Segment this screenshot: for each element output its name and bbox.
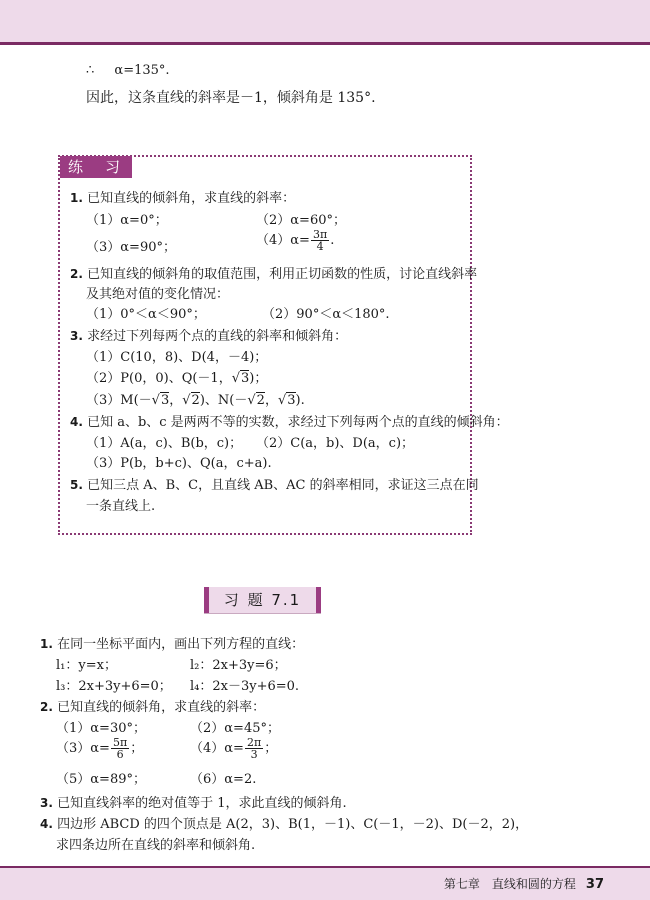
header-rule (0, 42, 650, 45)
practice-q4-c: （3）P(b，b+c)、Q(a，c+a). (86, 456, 272, 471)
exercise-q1-l4: l₄：2x－3y+6=0. (190, 679, 300, 694)
practice-q2-a: （1）0°＜α＜90°； (86, 307, 206, 322)
practice-q2-b: （2）90°＜α＜180°. (262, 307, 390, 322)
intro-line-1 (86, 63, 170, 78)
exercise-q2-d: （4）α= $\frac{2\pi}{3}$ ； (190, 736, 278, 761)
practice-q1-a: （1）α=0°； (86, 213, 168, 228)
exercise-q1: 1. 在同一坐标平面内，画出下列方程的直线： (40, 637, 305, 652)
exercise-q2-f: （6）α=2. (190, 772, 257, 787)
practice-q3-a: （1）C(10，8)、D(4，－4)； (86, 350, 268, 365)
practice-q1-d: （4）α= $\frac{3\pi}{4}$ . (256, 228, 335, 253)
intro-equation: α=135°. (114, 63, 170, 78)
exercise-title: 习 题 7.1 (204, 587, 321, 614)
practice-q1: 1. 已知直线的倾斜角，求直线的斜率： (70, 191, 296, 206)
exercise-q4: 4. 四边形 ABCD 的四个顶点是 A(2，3)、B(1，－1)、C(－1，－2)、D(－2，2)， (40, 817, 529, 832)
practice-q3-c: （3）M(－√3，√2)、N(－√2，√3). (86, 393, 305, 408)
practice-q3-b: （2）P(0，0)、Q(－1，√3)； (86, 371, 268, 386)
practice-q1-c: （3）α=90°； (86, 240, 176, 255)
fraction: $\frac{2\pi}{3}$ (246, 736, 262, 761)
practice-q4: 4. 已知 a、b、c 是两两不等的实数，求经过下列每两个点的直线的倾斜角： (70, 415, 509, 430)
practice-q5-line2: 一条直线上. (86, 499, 156, 514)
exercise-q2: 2. 已知直线的倾斜角，求直线的斜率： (40, 700, 266, 715)
practice-q2-line2: 及其绝对值的变化情况： (86, 287, 230, 302)
practice-q3: 3. 求经过下列每两个点的直线的斜率和倾斜角： (70, 329, 348, 344)
practice-q1-b: （2）α=60°； (256, 213, 346, 228)
practice-q4-b: （2）C(a，b)、D(a，c)； (256, 436, 415, 451)
practice-title: 练 习 (60, 156, 132, 178)
intro-line-2: 因此，这条直线的斜率是－1，倾斜角是 135°. (86, 90, 376, 106)
exercise-q2-c: （3）α= $\frac{5\pi}{6}$ ； (56, 736, 144, 761)
exercise-q4-line2: 求四条边所在直线的斜率和倾斜角. (56, 838, 256, 853)
header-band (0, 0, 650, 42)
exercise-q2-a: （1）α=30°； (56, 721, 146, 736)
fraction: $\frac{5\pi}{6}$ (112, 736, 128, 761)
exercise-q1-l3: l₃：2x+3y+6=0； (56, 679, 172, 694)
practice-q4-a: （1）A(a，c)、B(b，c)； (86, 436, 243, 451)
exercise-q2-e: （5）α=89°； (56, 772, 146, 787)
exercise-q2-b: （2）α=45°； (190, 721, 280, 736)
exercise-q1-l1: l₁：y=x； (56, 658, 117, 673)
exercise-q3: 3. 已知直线斜率的绝对值等于 1，求此直线的倾斜角. (40, 796, 347, 811)
exercise-q1-l2: l₂：2x+3y=6； (190, 658, 287, 673)
page-footer (444, 875, 604, 892)
therefore-symbol: ∴ (86, 63, 95, 78)
practice-q5: 5. 已知三点 A、B、C，且直线 AB、AC 的斜率相同，求证这三点在同 (70, 478, 479, 493)
page-number: 37 (585, 877, 604, 892)
chapter-title: 第七章 直线和圆的方程 (443, 877, 576, 891)
fraction: $\frac{3\pi}{4}$ (312, 228, 328, 253)
practice-q2: 2. 已知直线的倾斜角的取值范围，利用正切函数的性质，讨论直线斜率 (70, 267, 478, 282)
